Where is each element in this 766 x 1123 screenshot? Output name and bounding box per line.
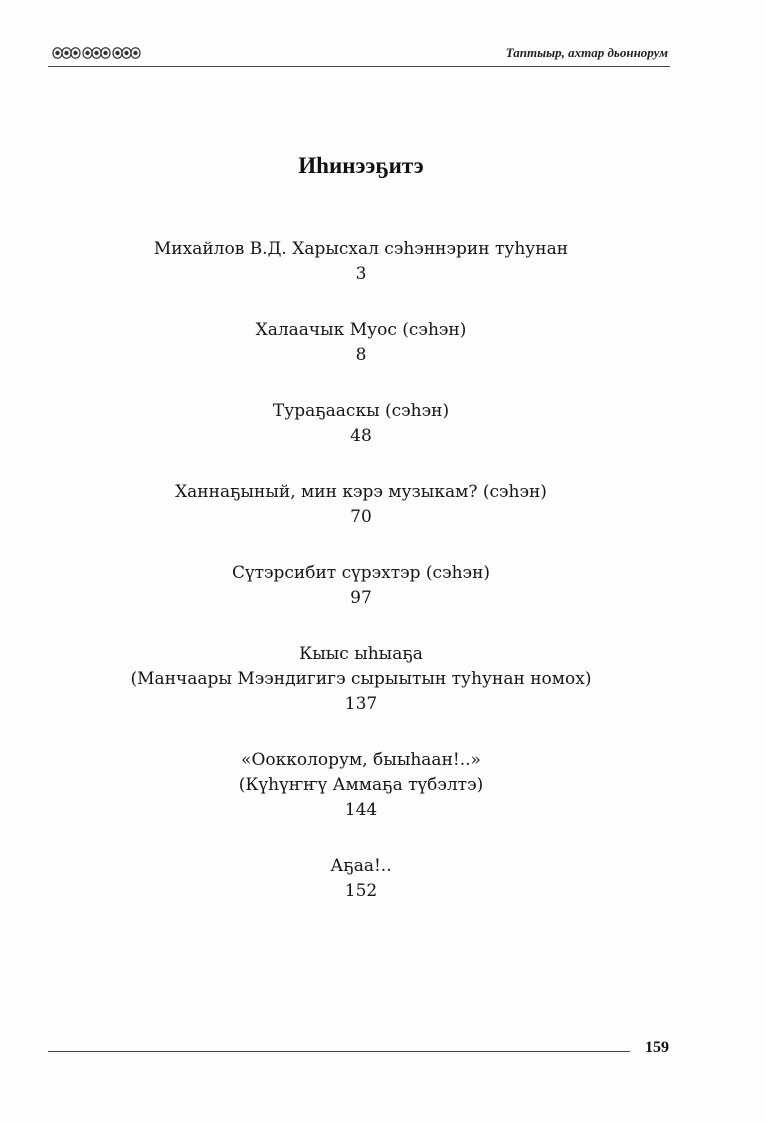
ornament-icon: [50, 42, 142, 64]
toc-entry-title: Аҕаа!..: [330, 856, 392, 876]
toc-entry-page: 152: [344, 881, 378, 901]
toc-entry-title: Михайлов В.Д. Харысхал сэһэннэрин туһунан: [153, 239, 569, 259]
toc-entry-page: 144: [344, 800, 378, 820]
table-of-contents: [0, 237, 722, 935]
toc-entry: [0, 748, 722, 823]
toc-entry: [0, 480, 722, 530]
toc-entry-page: 3: [355, 264, 367, 284]
toc-entry-page: 137: [344, 694, 378, 714]
toc-entry-subtitle: (Күһүҥҥү Аммаҕа түбэлтэ): [238, 775, 484, 795]
toc-entry: [0, 642, 722, 717]
toc-entry: [0, 318, 722, 368]
toc-entry-page: 70: [350, 507, 372, 527]
toc-entry: [0, 561, 722, 611]
toc-entry-title: «Оокколорум, быыһаан!..»: [241, 750, 481, 770]
page-title: Иһинээҕитэ: [298, 153, 424, 178]
page-number: 159: [645, 1039, 669, 1056]
toc-entry-title: Халаачык Муос (сэһэн): [255, 320, 467, 340]
running-title: Таптыыр, ахтар дьоннорум: [505, 45, 668, 60]
toc-entry: [0, 237, 722, 287]
toc-entry-title: Кыыс ыһыаҕа: [299, 644, 423, 664]
toc-entry-title: Сүтэрсибит сүрэхтэр (сэһэн): [231, 563, 491, 583]
toc-entry-subtitle: (Манчаары Мээндигигэ сырыытын туһунан номох): [130, 669, 592, 689]
toc-entry-page: 8: [355, 345, 367, 365]
toc-entry-title: Ханнаҕыный, мин кэрэ музыкам? (сэһэн): [175, 482, 547, 502]
toc-entry-page: 97: [350, 588, 372, 608]
toc-entry-page: 48: [350, 426, 372, 446]
toc-entry: [0, 399, 722, 449]
footer-divider: [48, 1051, 630, 1052]
toc-entry: [0, 854, 722, 904]
header-divider: [48, 66, 670, 67]
toc-entry-title: Тураҕааскы (сэһэн): [272, 401, 450, 421]
